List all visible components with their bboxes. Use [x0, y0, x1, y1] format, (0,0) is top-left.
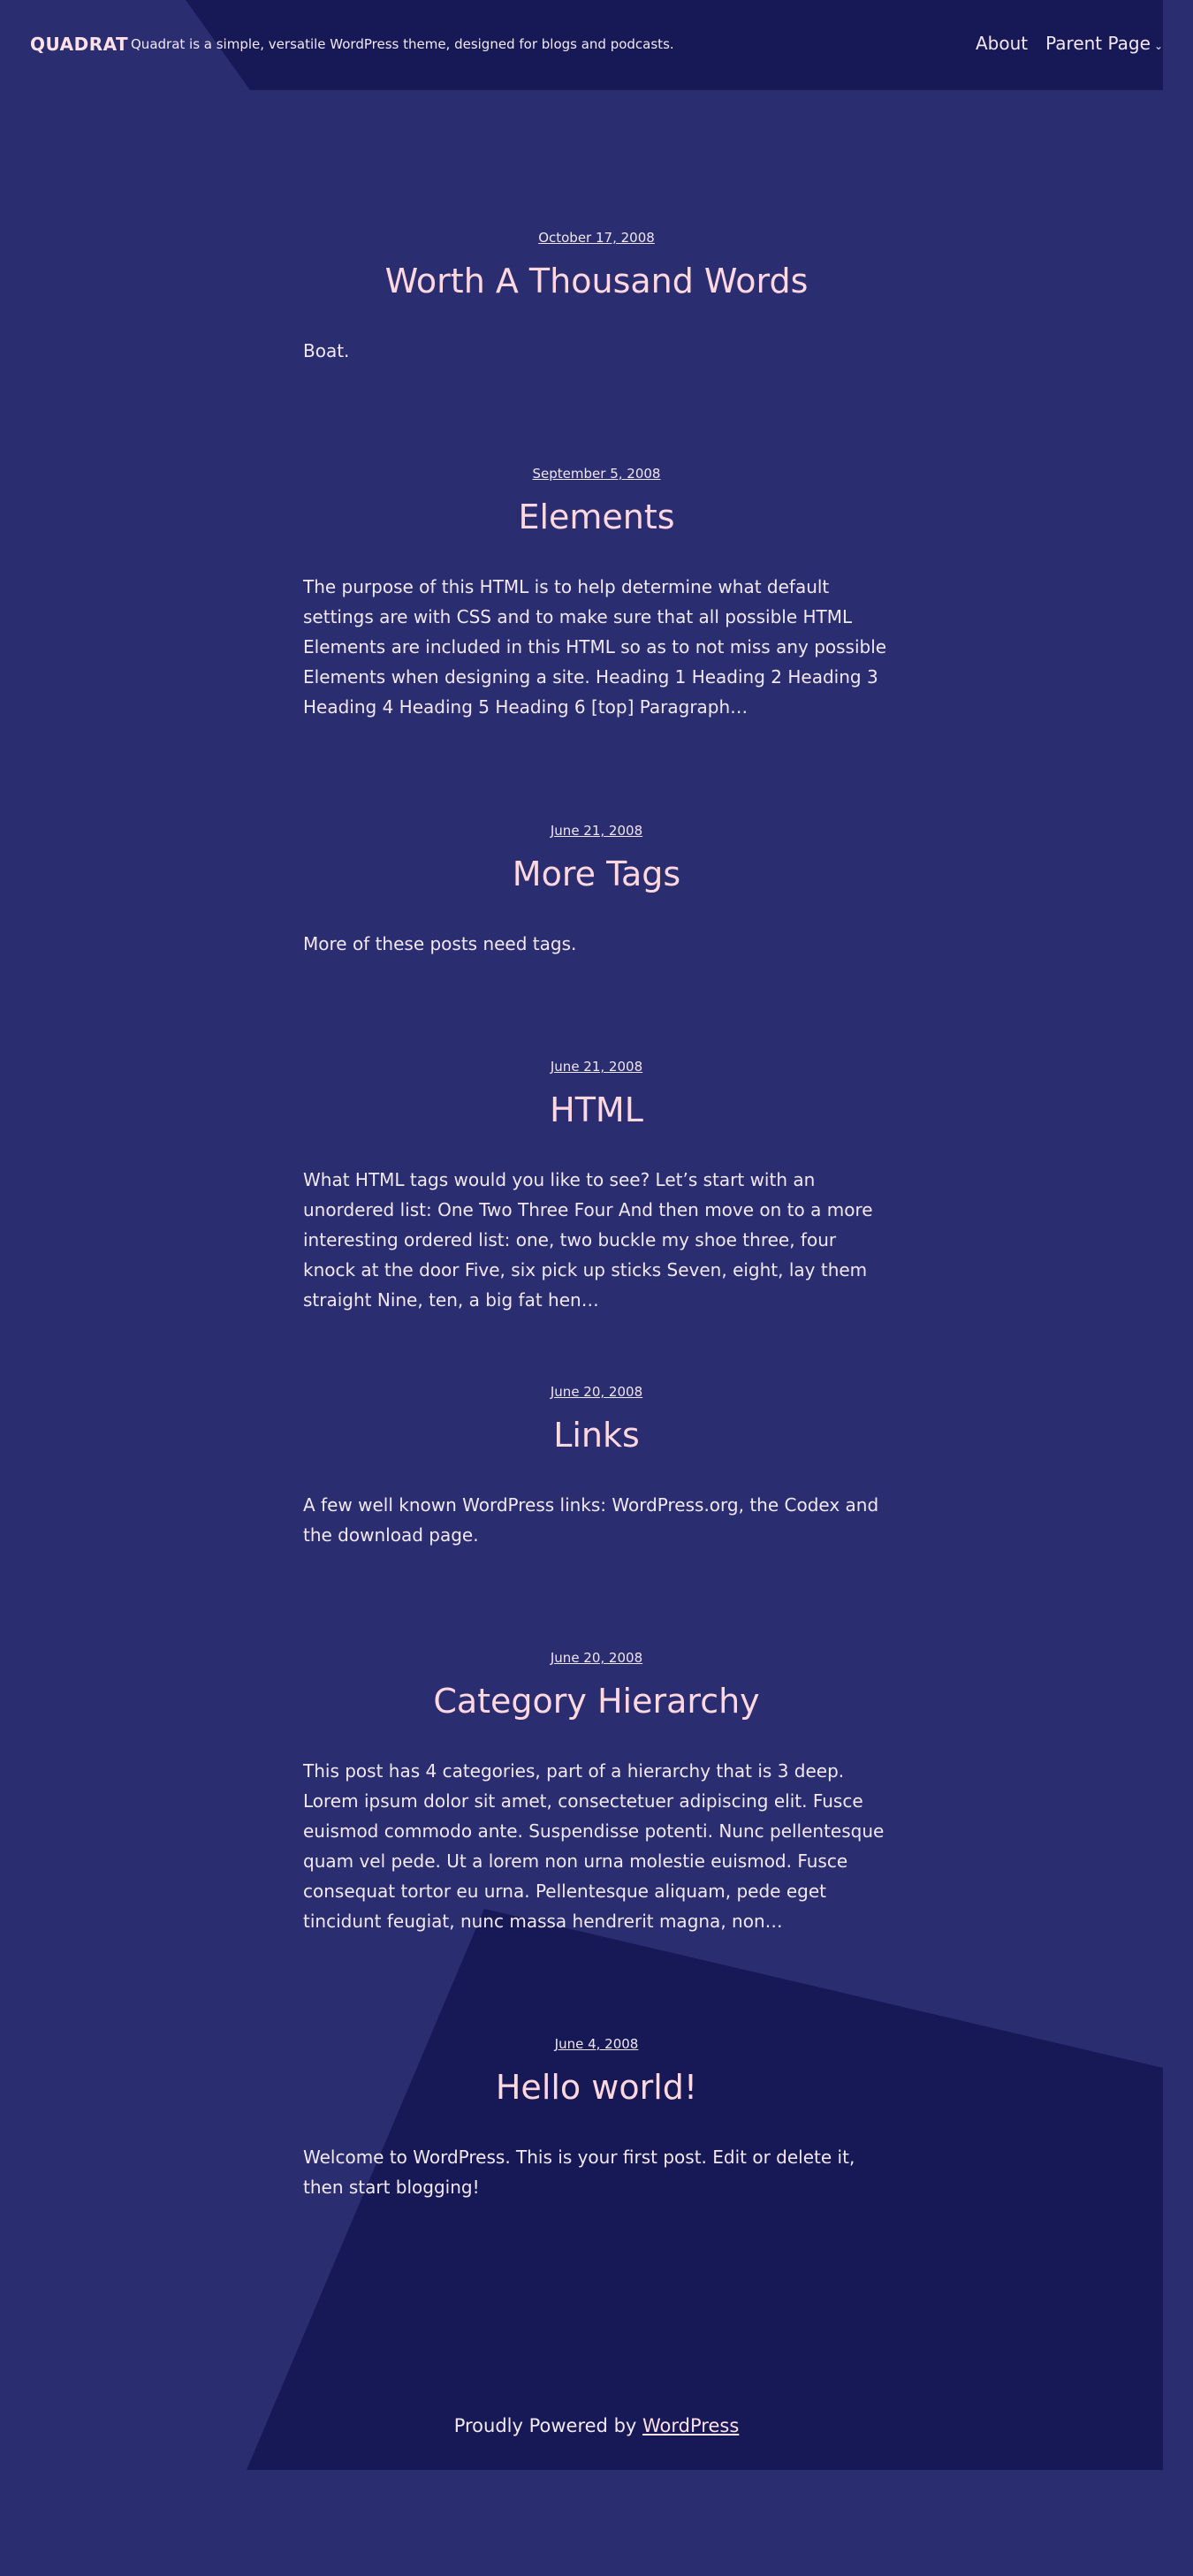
site-header [0, 0, 1163, 90]
footer-credit-text: Proudly Powered by [453, 2415, 637, 2436]
post [303, 1384, 890, 1550]
post-date[interactable]: June 4, 2008 [554, 2036, 639, 2052]
site-tagline: Quadrat is a simple, versatile WordPress theme, designed for blogs and podcasts. [131, 36, 674, 52]
post-excerpt: The purpose of this HTML is to help determine what default settings are with CSS and to make sure that all possible HTML Elements are included in this HTML so as to not miss any possible Elements when designing a site. Heading 1 Heading 2 Heading 3 Heading 4 Heading 5 Heading 6 [top] Paragraph… [303, 575, 887, 718]
post-title[interactable]: Category Hierarchy [433, 1682, 760, 1721]
post [303, 823, 890, 959]
post-title[interactable]: Elements [518, 498, 675, 536]
post [303, 1059, 890, 1315]
chevron-down-icon[interactable]: ⌄ [1153, 40, 1163, 52]
site-title[interactable]: QUADRAT [30, 34, 129, 55]
post-date[interactable]: June 20, 2008 [550, 1650, 643, 1666]
site-footer [0, 2415, 1193, 2436]
post-title[interactable]: Hello world! [495, 2068, 698, 2107]
post-excerpt: Boat. [303, 339, 350, 361]
post-excerpt: What HTML tags would you like to see? Let’s start with an unordered list: One Two Three Four And then move on to a more interesting ordered list: one, two buckle my shoe three, four knock at the door Five, six pick up sticks Seven, eight, lay them straight Nine, ten, a big fat hen… [303, 1168, 873, 1311]
nav-item-parent-page[interactable] [1045, 33, 1163, 54]
post [303, 466, 890, 722]
post-excerpt: More of these posts need tags. [303, 932, 577, 954]
nav-item-parent-page-label: Parent Page [1045, 33, 1151, 54]
post-date[interactable]: September 5, 2008 [532, 466, 661, 482]
post-date[interactable]: June 21, 2008 [550, 1059, 643, 1075]
post-date[interactable]: June 20, 2008 [550, 1384, 643, 1400]
post-excerpt: This post has 4 categories, part of a hierarchy that is 3 deep. Lorem ipsum dolor sit amet, consectetuer adipiscing elit. Fusce euismod commodo ante. Suspendisse potenti. Nunc pellentesque quam vel pede. Ut a lorem non urna molestie euismod. Fusce consequat tortor eu urna. Pellentesque aliquam, pede eget tincidunt feugiat, nunc massa hendrerit magna, non… [303, 1759, 885, 1932]
post [303, 1650, 890, 1936]
post [303, 230, 890, 366]
post-excerpt: A few well known WordPress links: WordPress.org, the Codex and the download page. [303, 1493, 879, 1546]
primary-nav [976, 33, 1163, 54]
post-date[interactable]: June 21, 2008 [550, 823, 643, 839]
post-title[interactable]: HTML [550, 1090, 643, 1129]
post-title[interactable]: Links [553, 1416, 640, 1455]
post-date[interactable]: October 17, 2008 [538, 230, 655, 246]
post-title[interactable]: Worth A Thousand Words [384, 262, 809, 300]
post-excerpt: Welcome to WordPress. This is your first post. Edit or delete it, then start blogging! [303, 2146, 855, 2198]
post-title[interactable]: More Tags [512, 855, 681, 893]
post [303, 2036, 890, 2202]
nav-item-about[interactable]: About [975, 33, 1029, 54]
footer-wordpress-link[interactable]: WordPress [642, 2415, 740, 2436]
